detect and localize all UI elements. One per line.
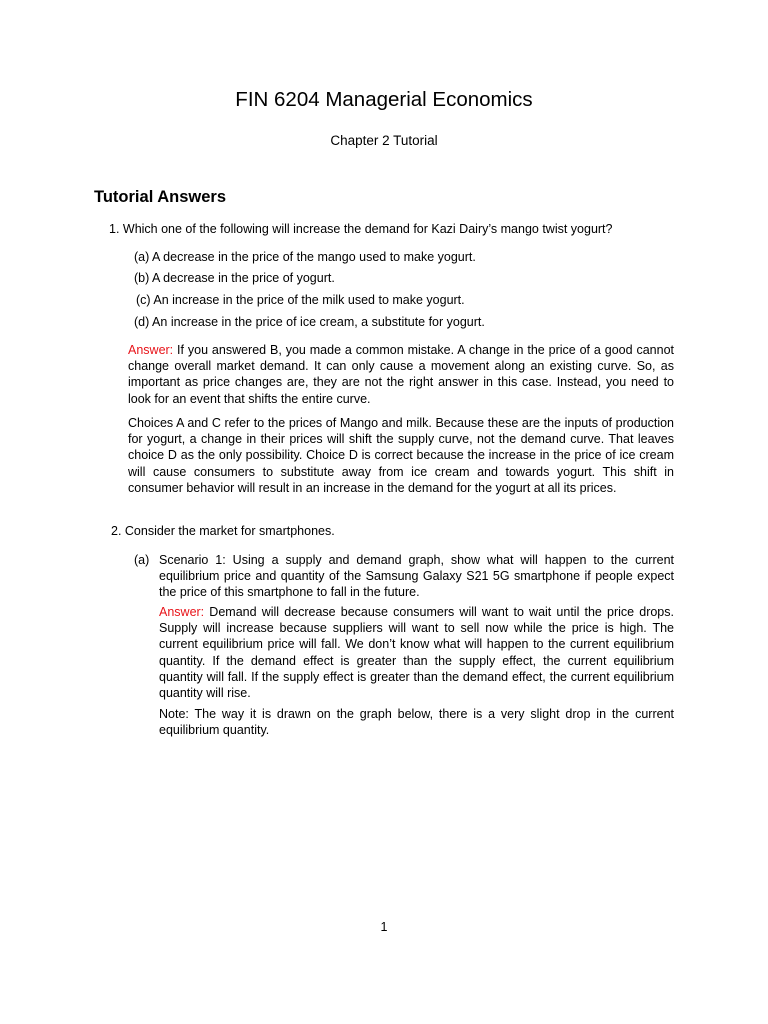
q2-part-a (134, 552, 674, 601)
section-heading: Tutorial Answers (94, 188, 227, 206)
answer-text: If you answered B, you made a common mistake. A change in the price of a good cannot change overall market demand. It can only cause a movement along an existing curve. So, as important as price changes are, they are not the right answer in this case. Instead, you need to look for an event that shifts the entire curve. (128, 343, 674, 406)
q1-answer (128, 342, 674, 407)
answer-label: Answer: (128, 343, 174, 357)
page-number: 1 (380, 920, 388, 934)
q2-note (134, 706, 674, 738)
q2-part-a-text: Scenario 1: Using a supply and demand graph, show what will happen to the current equilibrium price and quantity of the Samsung Galaxy S21 5G smartphone if people expect the price of this smartphone to fall in the future. (159, 553, 674, 600)
q1-option-b: (b) A decrease in the price of yogurt. (134, 271, 335, 285)
document-subtitle: Chapter 2 Tutorial (330, 133, 438, 148)
q2-note-text: Note: The way it is drawn on the graph below, there is a very slight drop in the current equilibrium quantity. (159, 707, 674, 738)
q2-part-a-label: (a) (134, 553, 150, 567)
q2-answer (134, 604, 674, 701)
document-title: FIN 6204 Managerial Economics (235, 88, 533, 111)
question-1: 1. Which one of the following will increase the demand for Kazi Dairy’s mango twist yogurt? (109, 222, 613, 236)
q1-option-c: (c) An increase in the price of the milk used to make yogurt. (136, 293, 465, 307)
answer-text: Demand will decrease because consumers will want to wait until the price drops. Supply will increase because suppliers will want to sell now while the price is high. The current equilibrium price will fall. We don’t know what will happen to the current equilibrium quantity. If the demand effect is greater than the supply effect, the current equilibrium quantity will fall. If the supply effect is greater than the demand effect, the current equilibrium quantity will rise. (159, 605, 674, 701)
answer-label: Answer: (159, 605, 205, 619)
q1-option-d: (d) An increase in the price of ice cream, a substitute for yogurt. (134, 315, 485, 329)
q1-option-a: (a) A decrease in the price of the mango used to make yogurt. (134, 250, 476, 264)
question-2: 2. Consider the market for smartphones. (111, 524, 335, 538)
q1-explanation: Choices A and C refer to the prices of Mango and milk. Because these are the inputs of production for yogurt, a change in their prices will shift the supply curve, not the demand curve. That leaves choice D as the only possibility. Choice D is correct because the increase in the price of ice cream will cause consumers to substitute away from ice cream and towards yogurt. This shift in consumer behavior will result in an increase in the demand for the yogurt at all its prices. (128, 416, 674, 495)
